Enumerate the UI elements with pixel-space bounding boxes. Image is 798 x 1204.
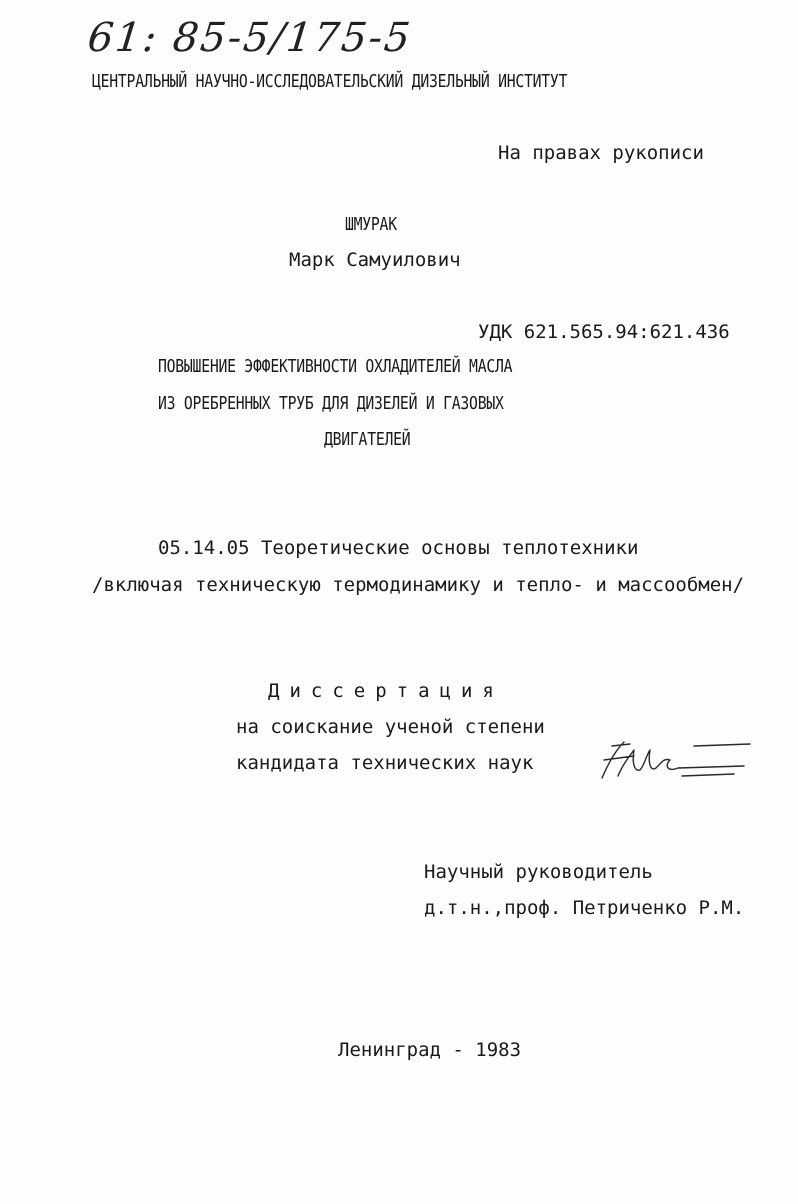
rights-note: На правах рукописи — [498, 142, 704, 164]
supervisor-label: Научный руководитель — [424, 861, 653, 883]
signature-icon — [594, 736, 754, 786]
specialty-code: 05.14.05 Теоретические основы теплотехники — [158, 537, 639, 559]
institute-name: ЦЕНТРАЛЬНЫЙ НАУЧНО-ИССЛЕДОВАТЕЛЬСКИЙ ДИЗЕЛЬНЫЙ ИНСТИТУТ — [92, 71, 568, 92]
supervisor-name: д.т.н.,проф. Петриченко Р.М. — [424, 897, 745, 919]
work-type: Диссертация — [268, 680, 504, 702]
title-line: ДВИГАТЕЛЕЙ — [324, 429, 411, 450]
author-surname: ШМУРАК — [345, 214, 397, 235]
title-line: ПОВЫШЕНИЕ ЭФФЕКТИВНОСТИ ОХЛАДИТЕЛЕЙ МАСЛА — [158, 356, 513, 377]
specialty-note: /включая техническую термодинамику и тепло- и массообмен/ — [92, 574, 745, 596]
title-line: ИЗ ОРЕБРЕННЫХ ТРУБ ДЛЯ ДИЗЕЛЕЙ И ГАЗОВЫХ — [158, 393, 504, 414]
place-year: Ленинград - 1983 — [338, 1039, 522, 1061]
degree-line: кандидата технических наук — [236, 752, 534, 774]
degree-line: на соискание ученой степени — [236, 716, 545, 738]
udc-code: УДК 621.565.94:621.436 — [478, 321, 730, 343]
author-given-names: Марк Самуилович — [289, 249, 461, 271]
catalog-number-handwritten: 61: 85-5/175-5 — [85, 15, 415, 61]
